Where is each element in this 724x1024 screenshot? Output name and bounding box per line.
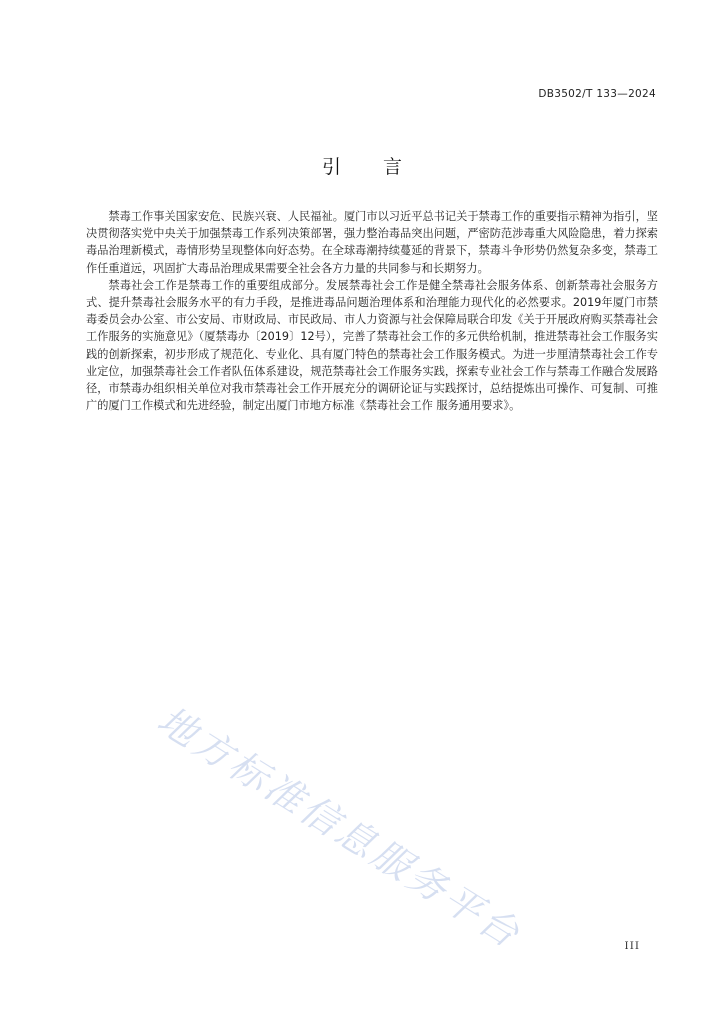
body-text [86,208,658,414]
document-code: DB3502/T 133—2024 [538,88,656,100]
watermark-text: 地方标准信息服务平台 [149,697,530,958]
page-number: III [624,940,640,952]
paragraph-1: 禁毒工作事关国家安危、民族兴衰、人民福祉。厦门市以习近平总书记关于禁毒工作的重要指示精神为指引，坚决贯彻落实党中央关于加强禁毒工作系列决策部署，强力整治毒品突出问题，严密防范涉毒重大风险隐患，着力探索毒品治理新模式，毒情形势呈现整体向好态势。在全球毒潮持续蔓延的背景下，禁毒斗争形势仍然复杂多变，禁毒工作任重道远，巩固扩大毒品治理成果需要全社会各方力量的共同参与和长期努力。 [86,210,658,275]
paragraph-2: 禁毒社会工作是禁毒工作的重要组成部分。发展禁毒社会工作是健全禁毒社会服务体系、创新禁毒社会服务方式、提升禁毒社会服务水平的有力手段，是推进毒品问题治理体系和治理能力现代化的必然要求。2019年厦门市禁毒委员会办公室、市公安局、市财政局、市民政局、市人力资源与社会保障局联合印发《关于开展政府购买禁毒社会工作服务的实施意见》（厦禁毒办〔2019〕12号），完善了禁毒社会工作的多元供给机制，推进禁毒社会工作服务实践的创新探索，初步形成了规范化、专业化、具有厦门特色的禁毒社会工作服务模式。为进一步厘清禁毒社会工作专业定位，加强禁毒社会工作者队伍体系建设，规范禁毒社会工作服务实践，探索专业社会工作与禁毒工作融合发展路径，市禁毒办组织相关单位对我市禁毒社会工作开展充分的调研论证与实践探讨，总结提炼出可操作、可复制、可推广的厦门工作模式和先进经验，制定出厦门市地方标准《禁毒社会工作 服务通用要求》。 [86,278,658,413]
section-title: 引言 [321,156,444,178]
